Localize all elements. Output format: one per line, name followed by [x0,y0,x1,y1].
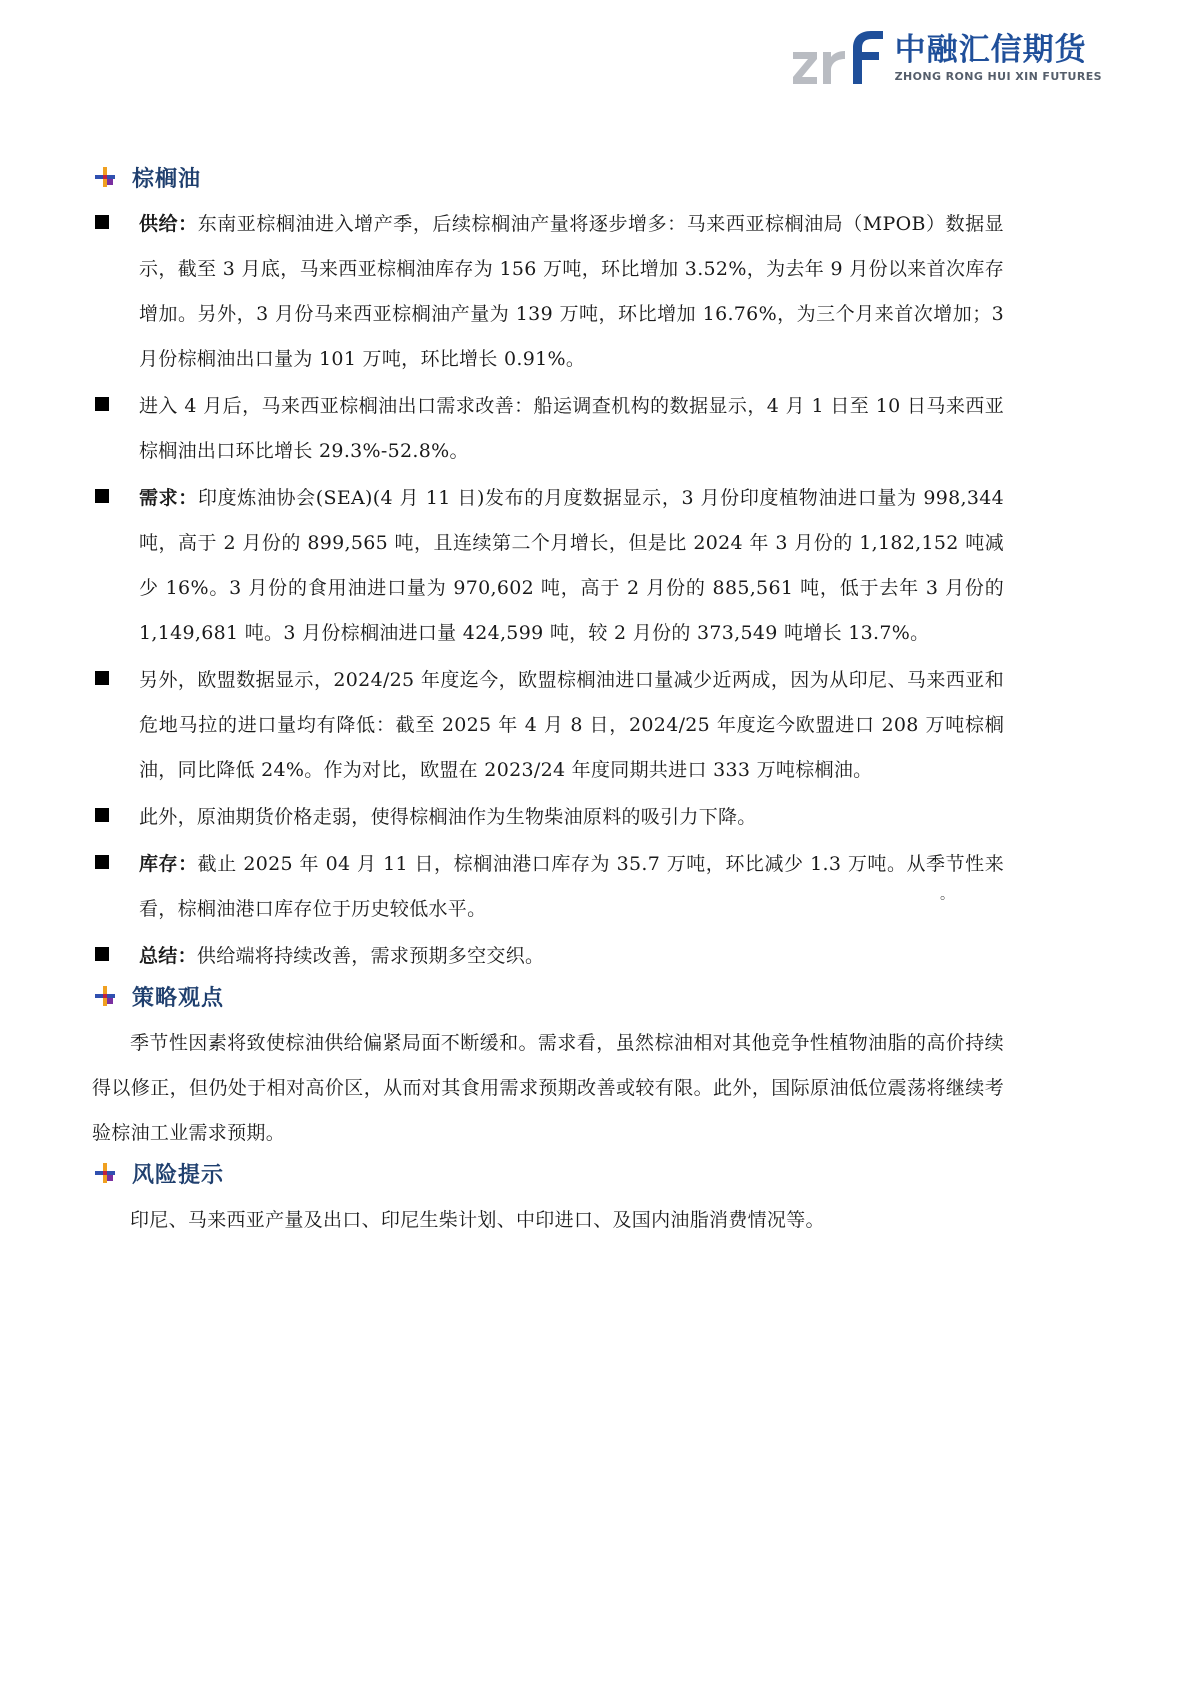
square-bullet-icon [95,808,109,822]
section-heading-strategy [92,981,1004,1011]
square-bullet-icon [95,855,109,869]
section-marker-icon [94,985,116,1007]
bullet-body: 东南亚棕榈油进入增产季，后续棕榈油产量将逐步增多：马来西亚棕榈油局（MPOB）数据显示，截至 3 月底，马来西亚棕榈油库存为 156 万吨，环比增加 3.52%，为去年 9 月份以来首次库存增加。另外，3 月份马来西亚棕榈油产量为 139 万吨，环比增加 16.76%，为三个月来首次增加；3 月份棕榈油出口量为 101 万吨，环比增长 0.91%。 [139,213,1004,370]
bullet-item-supply [92,202,1004,382]
bullet-text [139,202,1004,382]
square-bullet-icon [95,947,109,961]
section-marker-icon [94,166,116,188]
bullet-lead: 供给： [139,213,198,235]
bullet-item-summary [92,934,1004,979]
bullet-body: 进入 4 月后，马来西亚棕榈油出口需求改善：船运调查机构的数据显示，4 月 1 日至 10 日马来西亚棕榈油出口环比增长 29.3%-52.8%。 [139,395,1004,462]
company-logo [791,26,1102,90]
bullet-item-demand [92,476,1004,656]
section-heading-palm-oil [92,162,1004,192]
section-title: 策略观点 [132,985,225,1011]
square-bullet-icon [95,397,109,411]
bullet-body: 印度炼油协会(SEA)(4 月 11 日)发布的月度数据显示，3 月份印度植物油进口量为 998,344 吨，高于 2 月份的 899,565 吨，且连续第二个月增长，但是比 2024 年 3 月份的 1,182,152 吨减少 16%。3 月份的食用油进口量为 970,602 吨，高于 2 月份的 885,561 吨，低于去年 3 月份的 1,149,681 吨。3 月份棕榈油进口量 424,599 吨，较 2 月份的 373,549 吨增长 13.7%。 [139,487,1004,644]
bullet-item-eu [92,658,1004,793]
bullet-text [139,934,1004,979]
report-body [92,162,1004,1245]
bullet-text [139,384,1004,474]
square-bullet-icon [95,215,109,229]
section-title: 棕榈油 [132,166,202,192]
risk-paragraph: 印尼、马来西亚产量及出口、印尼生柴计划、中印进口、及国内油脂消费情况等。 [130,1209,825,1231]
bullet-text [139,795,1004,840]
strategy-paragraph: 季节性因素将致使棕油供给偏紧局面不断缓和。需求看，虽然棕油相对其他竞争性植物油脂的高价持续得以修正，但仍处于相对高价区，从而对其食用需求预期改善或较有限。此外，国际原油低位震荡将继续考验棕油工业需求预期。 [92,1032,1004,1144]
logo-chinese-name: 中融汇信期货 [894,31,1087,68]
bullet-text [139,476,1004,656]
section-marker-icon [94,1162,116,1184]
bullet-item-inventory [92,842,1004,932]
section-heading-risk [92,1158,1004,1188]
bullet-item-export [92,384,1004,474]
bullet-lead: 总结： [139,945,197,967]
square-bullet-icon [95,671,109,685]
bullet-lead: 库存： [139,853,198,875]
bullet-body: 此外，原油期货价格走弱，使得棕榈油作为生物柴油原料的吸引力下降。 [139,806,757,828]
bullet-text [139,842,1004,932]
bullet-body: 截止 2025 年 04 月 11 日，棕榈油港口库存为 35.7 万吨，环比减少 1.3 万吨。从季节性来看，棕榈油港口库存位于历史较低水平。 [139,853,1004,920]
section-title: 风险提示 [132,1162,225,1188]
bullet-lead: 需求： [139,487,198,509]
zrf-logo-icon [791,26,887,90]
square-bullet-icon [95,489,109,503]
stray-punctuation-mark: 。 [940,887,954,903]
bullet-item-crude-oil [92,795,1004,840]
bullet-text [139,658,1004,793]
logo-english-name: ZHONG RONG HUI XIN FUTURES [894,69,1102,83]
bullet-body: 供给端将持续改善，需求预期多空交织。 [196,945,545,967]
bullet-body: 另外，欧盟数据显示，2024/25 年度迄今，欧盟棕榈油进口量减少近两成，因为从印尼、马来西亚和危地马拉的进口量均有降低：截至 2025 年 4 月 8 日，2024/25 年度迄今欧盟进口 208 万吨棕榈油，同比降低 24%。作为对比，欧盟在 2023/24 年度同期共进口 333 万吨棕榈油。 [139,669,1004,781]
